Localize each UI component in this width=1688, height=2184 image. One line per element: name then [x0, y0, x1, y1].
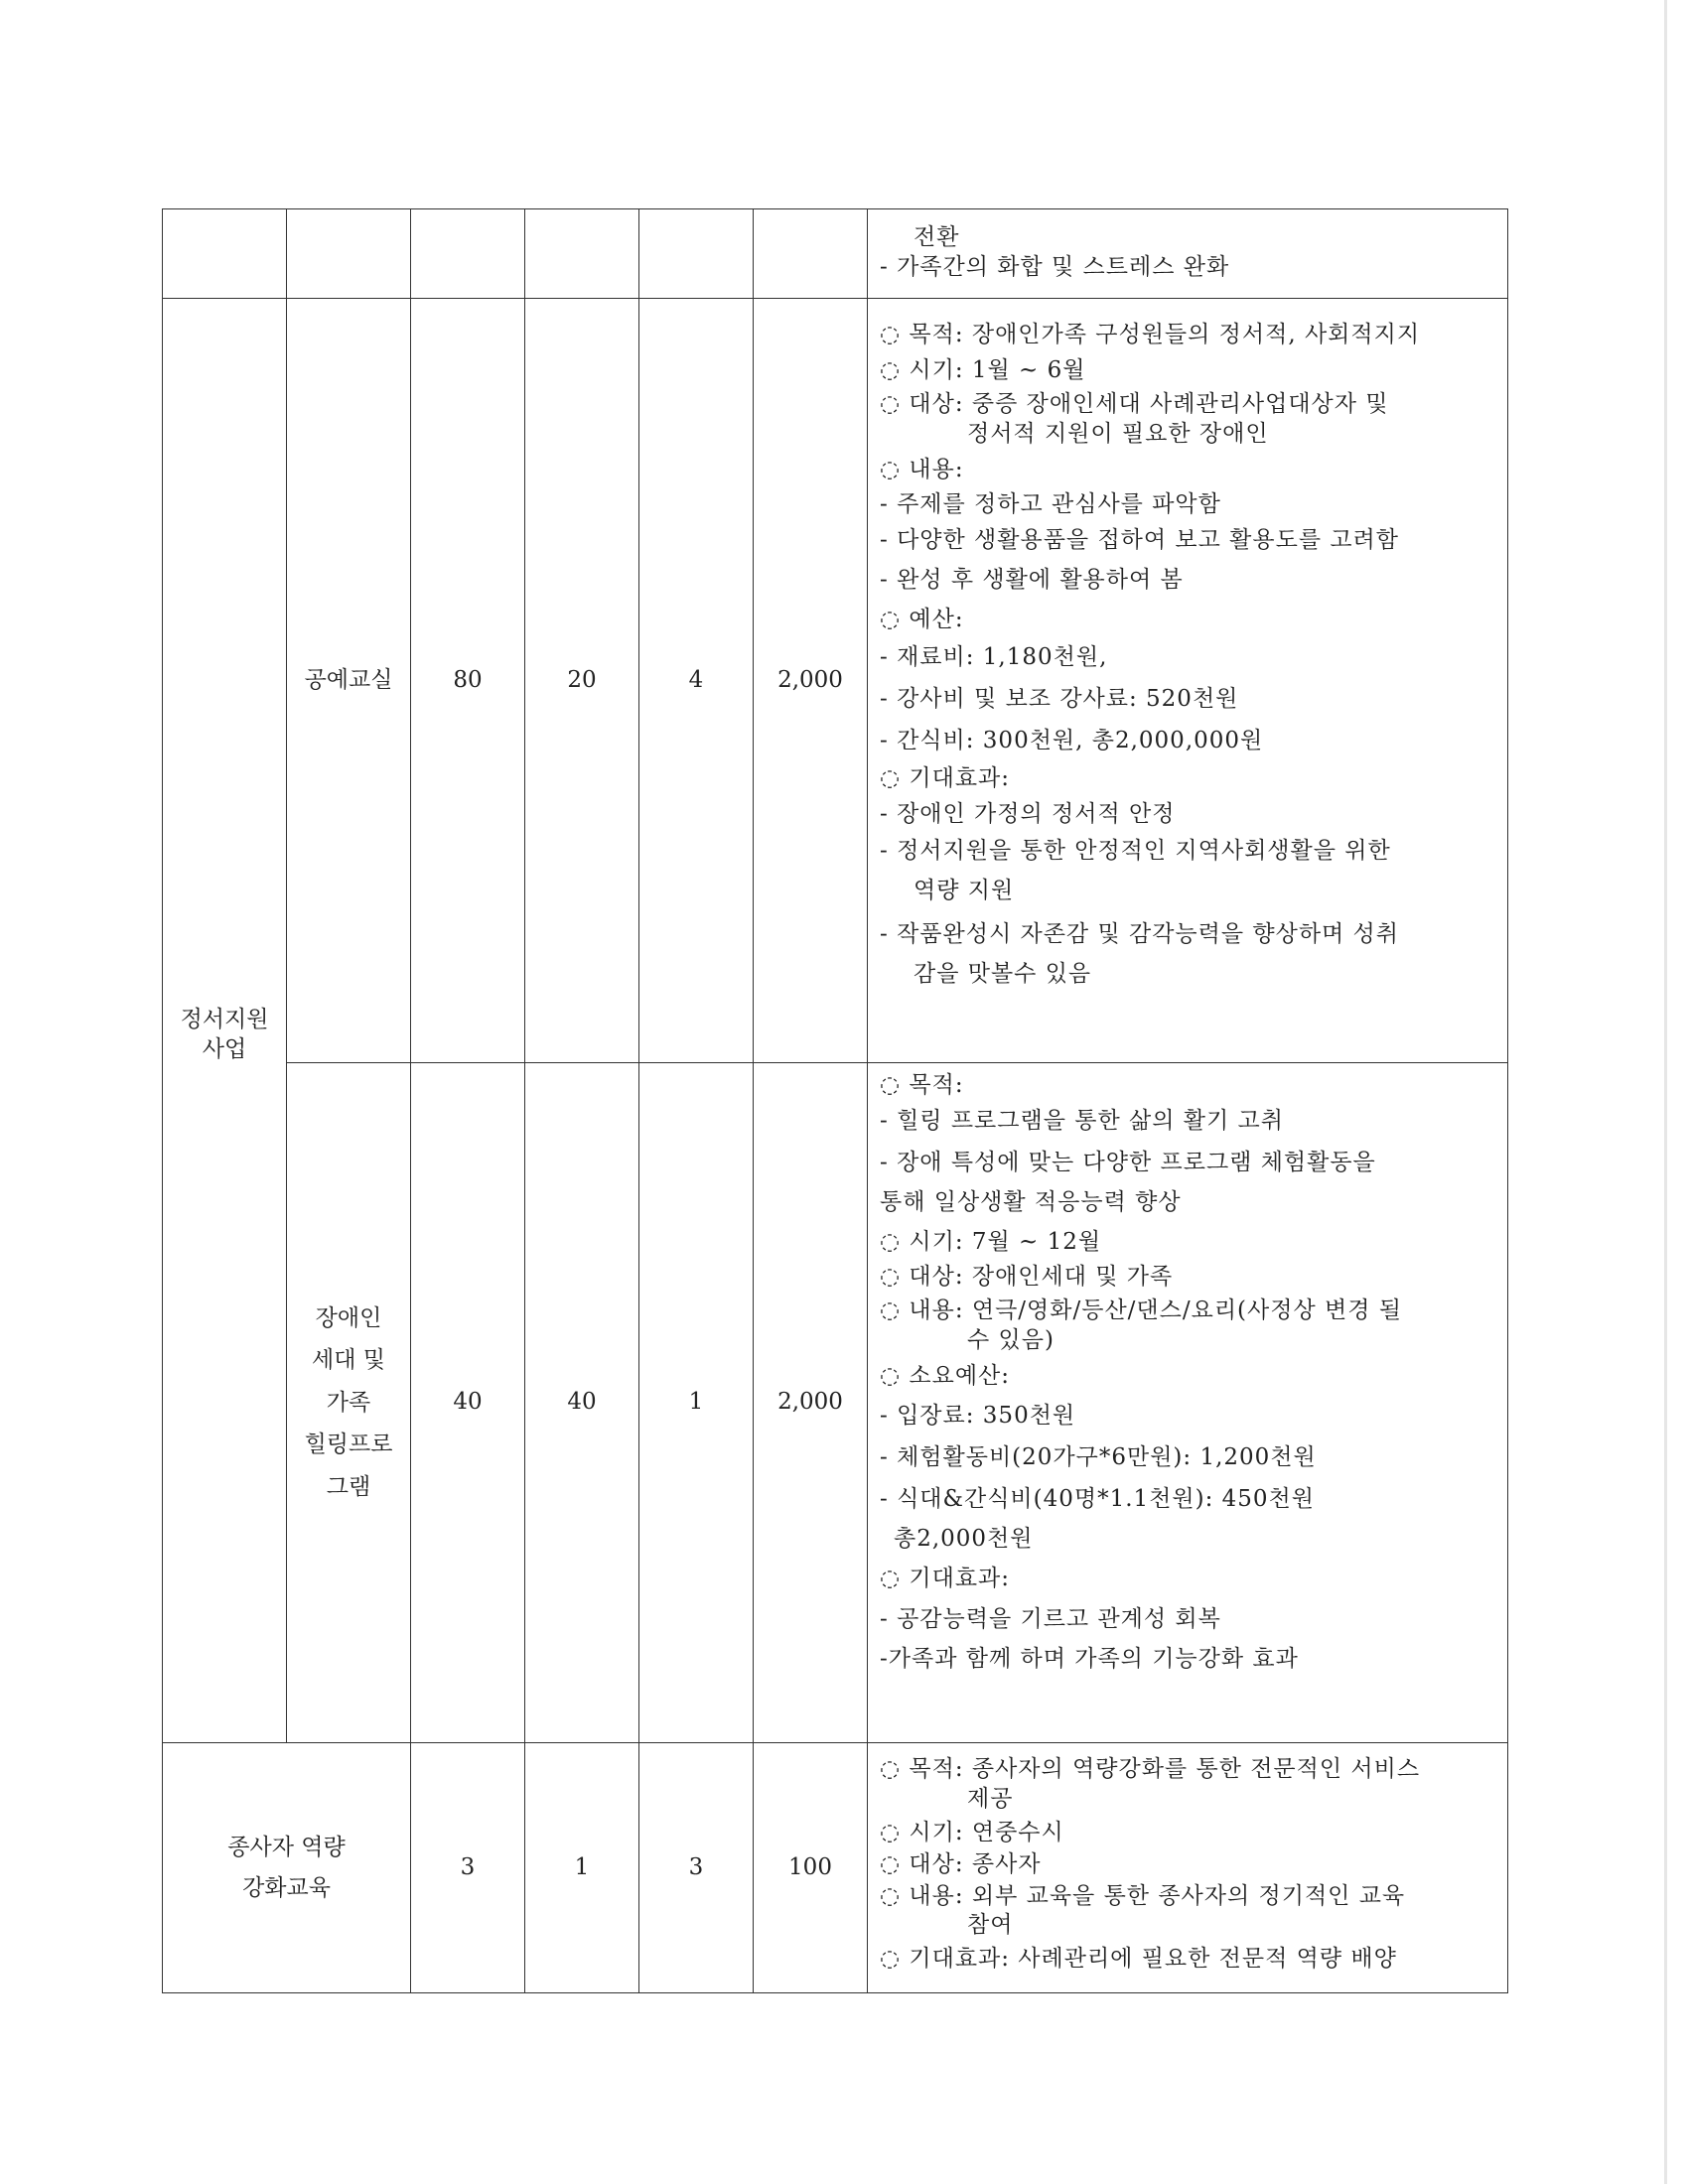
- program-name-line: 강화교육: [242, 1874, 331, 1901]
- description-line: - 완성 후 생활에 활용하여 봄: [880, 567, 1184, 594]
- program-name-cell: 공예교실: [287, 299, 411, 1063]
- description-line: - 가족간의 화합 및 스트레스 완화: [880, 253, 1230, 280]
- program-name-line: 그램: [326, 1473, 371, 1500]
- budget-cell: 2,000: [754, 299, 868, 1063]
- value-cell: 80: [411, 299, 525, 1063]
- description-line: - 강사비 및 보조 강사료: 520천원: [880, 685, 1239, 712]
- description-line: ◌ 소요예산:: [880, 1363, 1011, 1390]
- description-line: 참여: [967, 1912, 1014, 1939]
- value-cell: 3: [639, 1743, 754, 1993]
- description-line: 역량 지원: [914, 878, 1015, 904]
- description-line: -가족과 함께 하며 가족의 기능강화 효과: [880, 1646, 1299, 1673]
- description-line: 제공: [967, 1785, 1014, 1812]
- description-line: ◌ 내용:: [880, 456, 964, 482]
- description-line: - 식대&간식비(40명*1.1천원): 450천원: [880, 1485, 1315, 1512]
- empty-cell: [754, 209, 868, 299]
- description-line: ◌ 예산:: [880, 607, 964, 633]
- description-line: - 공감능력을 기르고 관계성 회복: [880, 1606, 1221, 1633]
- description-line: 정서적 지원이 필요한 장애인: [967, 420, 1269, 447]
- description-line: ◌ 내용: 외부 교육을 통한 종사자의 정기적인 교육: [880, 1882, 1406, 1909]
- description-line: - 주제를 정하고 관심사를 파악함: [880, 491, 1221, 518]
- description-line: - 입장료: 350천원: [880, 1403, 1076, 1430]
- table-row-training: [163, 1743, 1508, 1993]
- program-table: [162, 208, 1508, 1993]
- description-line: - 장애인 가정의 정서적 안정: [880, 800, 1176, 827]
- description-cell: [868, 209, 1508, 299]
- description-line: 통해 일상생활 적응능력 향상: [880, 1188, 1182, 1215]
- value-cell: 40: [525, 1063, 639, 1743]
- program-name-cell: [287, 1063, 411, 1743]
- budget-cell: 2,000: [754, 1063, 868, 1743]
- empty-cell: [287, 209, 411, 299]
- value-cell: 1: [639, 1063, 754, 1743]
- program-name-cell: [163, 1743, 411, 1993]
- description-line: 감을 맛볼수 있음: [914, 961, 1092, 988]
- category-label: 정서지원: [180, 1007, 269, 1033]
- empty-cell: [163, 209, 287, 299]
- description-line: - 재료비: 1,180천원,: [880, 644, 1108, 671]
- description-line: - 정서지원을 통한 안정적인 지역사회생활을 위한: [880, 838, 1391, 865]
- description-line: ◌ 목적:: [880, 1072, 964, 1098]
- program-name-line: 가족: [326, 1389, 371, 1416]
- description-cell: [868, 1743, 1508, 1993]
- value-cell: 40: [411, 1063, 525, 1743]
- description-line: - 체험활동비(20가구*6만원): 1,200천원: [880, 1443, 1317, 1470]
- value-cell: 20: [525, 299, 639, 1063]
- description-line: ◌ 시기: 연중수시: [880, 1819, 1064, 1845]
- description-line: 수 있음): [967, 1327, 1055, 1354]
- description-line: - 다양한 생활용품을 접하여 보고 활용도를 고려함: [880, 527, 1399, 554]
- program-name-line: 세대 및: [312, 1347, 385, 1374]
- table-row-healing: [163, 1063, 1508, 1743]
- description-line: - 힐링 프로그램을 통한 삶의 활기 고취: [880, 1107, 1284, 1134]
- budget-cell: 100: [754, 1743, 868, 1993]
- category-label: 사업: [202, 1036, 247, 1062]
- value-cell: 4: [639, 299, 754, 1063]
- description-line: ◌ 대상: 장애인세대 및 가족: [880, 1264, 1174, 1291]
- description-line: ◌ 시기: 1월 ~ 6월: [880, 356, 1086, 383]
- category-cell: [163, 299, 287, 1743]
- description-line: - 장애 특성에 맞는 다양한 프로그램 체험활동을: [880, 1149, 1376, 1175]
- value-cell: 3: [411, 1743, 525, 1993]
- table-row-continuation: [163, 209, 1508, 299]
- program-name-line: 힐링프로: [304, 1432, 393, 1458]
- description-line: ◌ 대상: 중증 장애인세대 사례관리사업대상자 및: [880, 390, 1389, 417]
- description-line: ◌ 기대효과:: [880, 1565, 1011, 1591]
- description-line: ◌ 시기: 7월 ~ 12월: [880, 1228, 1102, 1255]
- value-cell: 1: [525, 1743, 639, 1993]
- description-line: - 간식비: 300천원, 총2,000,000원: [880, 727, 1264, 753]
- description-line: ◌ 내용: 연극/영화/등산/댄스/요리(사정상 변경 될: [880, 1297, 1402, 1324]
- description-line: ◌ 목적: 장애인가족 구성원들의 정서적, 사회적지지: [880, 322, 1421, 347]
- description-line: 총2,000천원: [894, 1525, 1034, 1552]
- program-name-line: 종사자 역량: [227, 1835, 346, 1861]
- description-line: ◌ 대상: 종사자: [880, 1850, 1042, 1877]
- program-name-line: 장애인: [315, 1304, 382, 1331]
- description-line: ◌ 기대효과:: [880, 764, 1011, 791]
- empty-cell: [411, 209, 525, 299]
- description-cell: [868, 299, 1508, 1063]
- table-row-craft: [163, 299, 1508, 1063]
- page-edge: [1664, 0, 1667, 2184]
- description-line: 전환: [914, 224, 960, 250]
- description-line: ◌ 목적: 종사자의 역량강화를 통한 전문적인 서비스: [880, 1756, 1421, 1782]
- empty-cell: [639, 209, 754, 299]
- description-line: ◌ 기대효과: 사례관리에 필요한 전문적 역량 배양: [880, 1946, 1397, 1973]
- description-line: - 작품완성시 자존감 및 감각능력을 향상하며 성취: [880, 921, 1399, 948]
- description-cell: [868, 1063, 1508, 1743]
- empty-cell: [525, 209, 639, 299]
